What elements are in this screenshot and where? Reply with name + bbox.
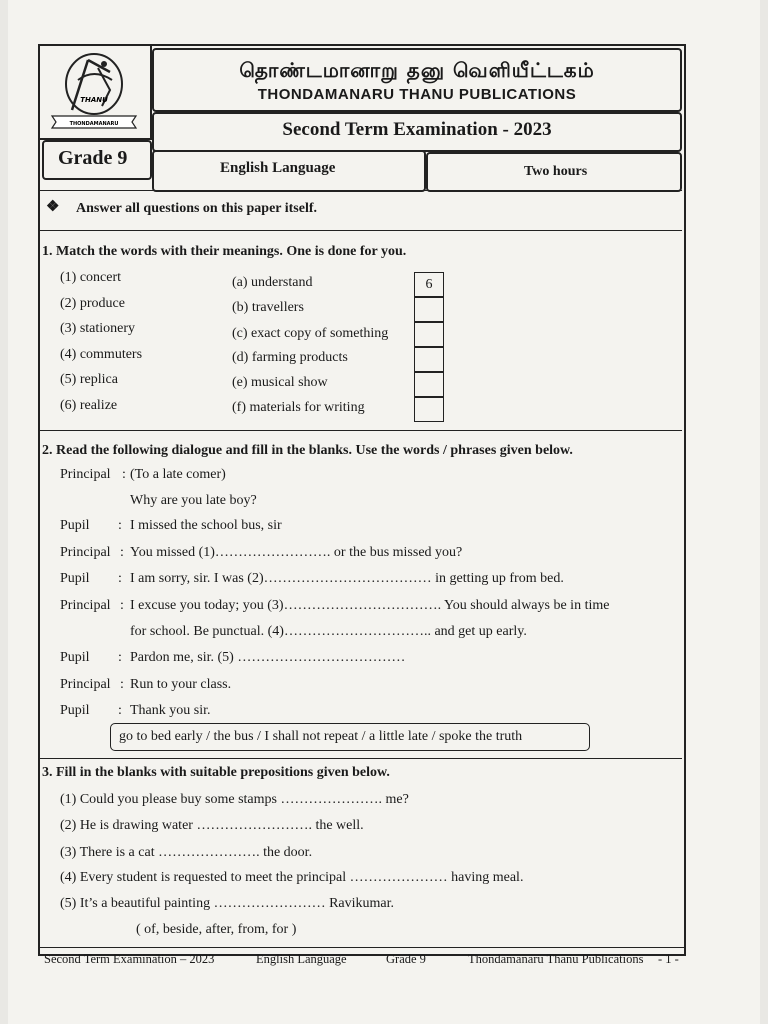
q1-word: (2) produce <box>60 296 125 311</box>
grade-label: Grade 9 <box>58 147 128 169</box>
q2-word-box <box>110 723 590 751</box>
dialogue-speaker: Principal <box>60 677 111 692</box>
q3-item: (3) There is a cat …………………. the door. <box>60 845 313 860</box>
q1-meaning: (c) exact copy of something <box>232 326 389 341</box>
footer-page-number: - 1 - <box>658 952 679 966</box>
dialogue-speaker: Pupil <box>60 571 90 586</box>
q3-item: (1) Could you please buy some stamps …………………. me? <box>60 792 409 807</box>
q3-item: (5) It’s a beautiful painting …………………… Ravikumar. <box>60 896 395 911</box>
logo-text-top: THANU <box>80 96 108 104</box>
dialogue-line: I am sorry, sir. I was (2)……………………………… in getting up from bed. <box>130 571 564 586</box>
dialogue-speaker: Principal <box>60 467 111 482</box>
dialogue-line: Run to your class. <box>130 677 232 692</box>
dialogue-colon: : <box>120 598 124 613</box>
q2-word-options: go to bed early / the bus / I shall not repeat / a little late / spoke the truth <box>119 729 523 744</box>
q1-word: (5) replica <box>60 372 118 387</box>
dialogue-colon: : <box>118 703 122 718</box>
instruction-text: Answer all questions on this paper itself. <box>76 201 318 216</box>
q1-meaning: (b) travellers <box>232 300 304 315</box>
q1-word: (6) realize <box>60 398 118 413</box>
duration-label: Two hours <box>524 164 588 179</box>
q1-title: 1. Match the words with their meanings. One is done for you. <box>42 244 407 259</box>
instruction-bullet-icon: ❖ <box>46 199 60 215</box>
q1-meaning: (d) farming products <box>232 350 348 365</box>
divider <box>40 230 682 231</box>
q1-answer-box[interactable] <box>414 322 444 347</box>
q1-word: (4) commuters <box>60 347 143 362</box>
logo-text-bottom: THONDAMANARU <box>69 121 119 127</box>
q1-answer-box[interactable]: 6 <box>414 272 444 297</box>
publisher-title-tamil: தொண்டமானாறு தனு வெளியீட்டகம் <box>239 58 595 82</box>
footer-exam: Second Term Examination – 2023 <box>44 952 215 966</box>
footer-divider <box>38 947 684 948</box>
q3-title: 3. Fill in the blanks with suitable prepositions given below. <box>42 765 390 780</box>
subject-label: English Language <box>220 160 336 176</box>
q1-meaning: (e) musical show <box>232 375 328 390</box>
dialogue-colon: : <box>118 571 122 586</box>
dialogue-speaker: Principal <box>60 545 111 560</box>
q3-item: (4) Every student is requested to meet the principal ………………… having meal. <box>60 870 524 885</box>
dialogue-speaker: Pupil <box>60 703 90 718</box>
q2-title: 2. Read the following dialogue and fill in the blanks. Use the words / phrases given below. <box>42 443 573 458</box>
dialogue-line: Pardon me, sir. (5) ……………………………… <box>130 650 406 665</box>
q1-answer-box[interactable] <box>414 347 444 372</box>
grade-box <box>42 140 152 180</box>
dialogue-line: I excuse you today; you (3)……………………………. You should always be in time <box>130 598 610 613</box>
dialogue-colon: : <box>120 545 124 560</box>
subject-box <box>152 150 426 192</box>
publisher-title-english: THONDAMANARU THANU PUBLICATIONS <box>257 86 577 103</box>
dialogue-colon: : <box>118 518 122 533</box>
divider <box>40 190 682 191</box>
dialogue-line: (To a late comer) <box>130 467 226 482</box>
footer-grade: Grade 9 <box>386 952 426 966</box>
dialogue-speaker: Pupil <box>60 650 90 665</box>
q3-item: (2) He is drawing water ……………………. the well. <box>60 818 364 833</box>
dialogue-speaker: Pupil <box>60 518 90 533</box>
publisher-header <box>152 48 682 112</box>
q1-meaning: (a) understand <box>232 275 313 290</box>
footer-subject: English Language <box>256 952 347 966</box>
dialogue-colon: : <box>118 650 122 665</box>
dialogue-colon: : <box>120 677 124 692</box>
q1-meaning: (f) materials for writing <box>232 400 365 415</box>
exam-title: Second Term Examination - 2023 <box>282 119 552 140</box>
exam-title-box <box>152 112 682 152</box>
q1-answer-box[interactable] <box>414 397 444 422</box>
logo-box <box>40 46 152 140</box>
publisher-logo <box>48 50 142 132</box>
dialogue-line: I missed the school bus, sir <box>130 518 282 533</box>
q3-options: ( of, beside, after, from, for ) <box>136 922 297 937</box>
q1-answer-box[interactable] <box>414 372 444 397</box>
duration-box <box>426 152 682 192</box>
footer-publisher: Thondamanaru Thanu Publications <box>468 952 644 966</box>
divider <box>40 430 682 431</box>
divider <box>40 758 682 759</box>
dialogue-line: Why are you late boy? <box>130 493 257 508</box>
q1-word: (1) concert <box>60 270 122 285</box>
q1-answer-box[interactable] <box>414 297 444 322</box>
dialogue-line: for school. Be punctual. (4)………………………….. and get up early. <box>130 624 527 639</box>
q1-word: (3) stationery <box>60 321 136 336</box>
dialogue-speaker: Principal <box>60 598 111 613</box>
dialogue-colon: : <box>122 467 126 482</box>
dialogue-line: Thank you sir. <box>130 703 211 718</box>
dialogue-line: You missed (1)……………………. or the bus missed you? <box>130 545 463 560</box>
